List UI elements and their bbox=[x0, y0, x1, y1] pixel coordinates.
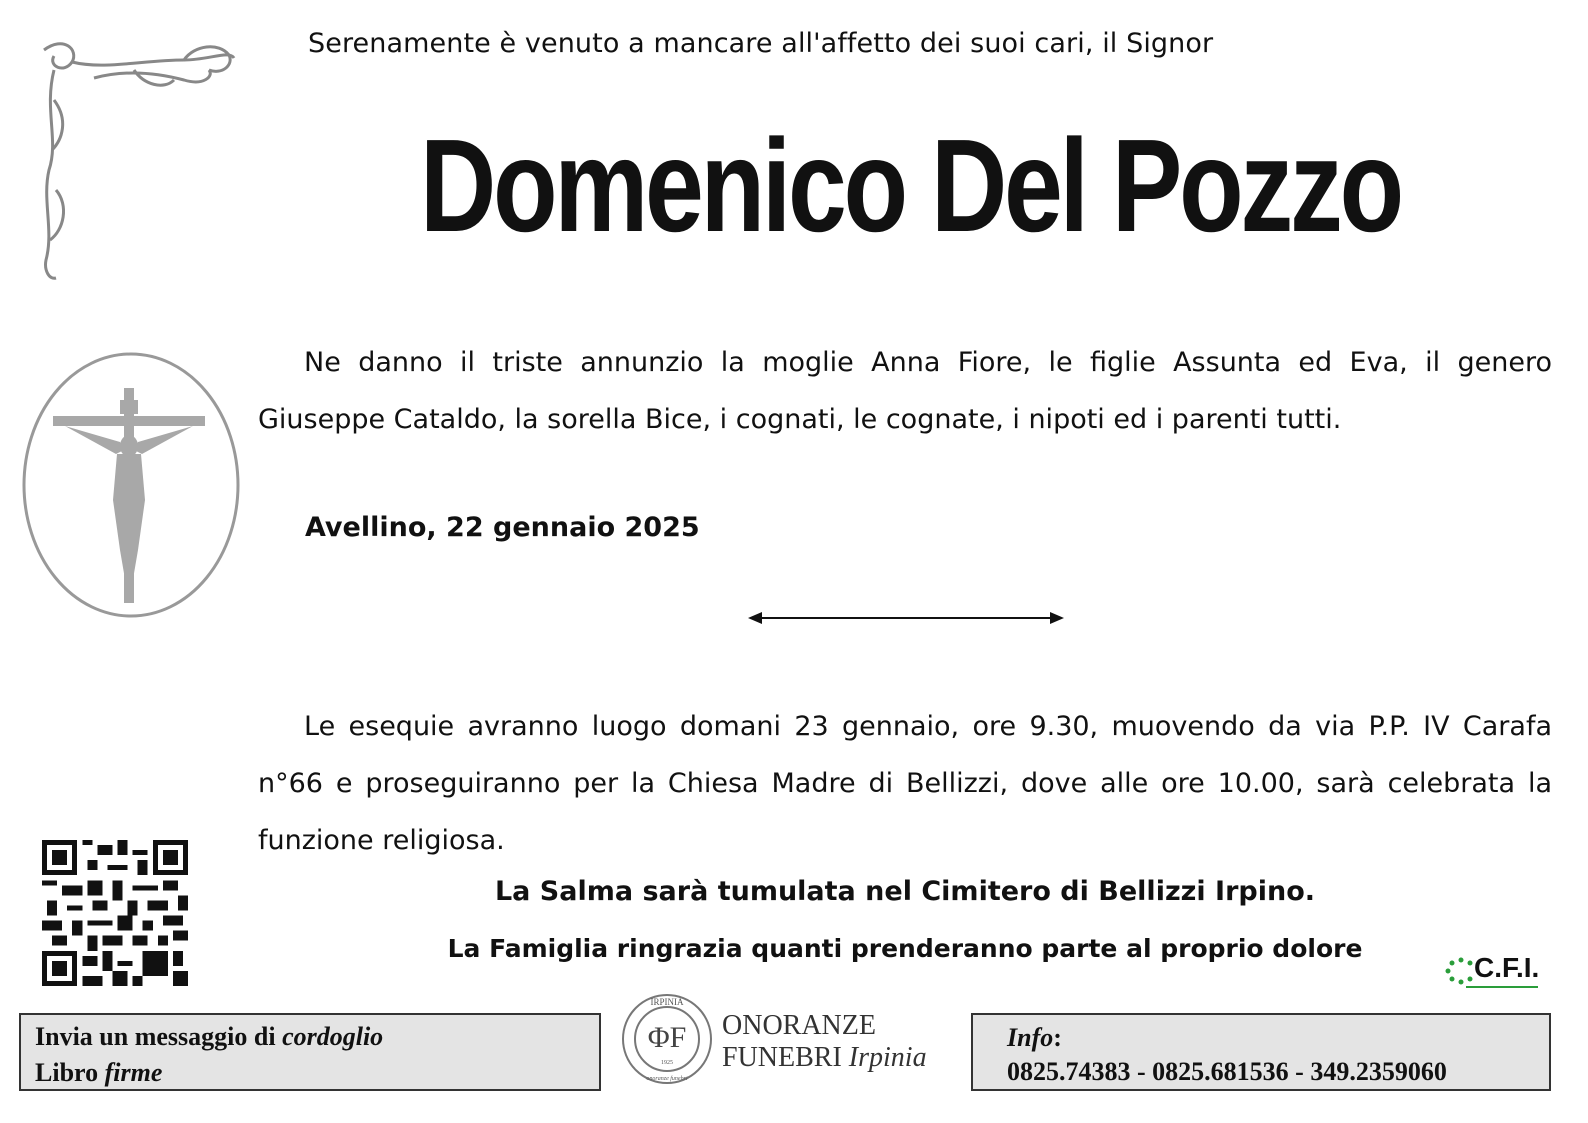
double-arrow-icon bbox=[748, 609, 1064, 627]
announcement-paragraph: Ne danno il triste annunzio la moglie Anna Fiore, le figlie Assunta ed Eva, il genero Giuseppe Cataldo, la sorella Bice, i cognati, le cognate, i nipoti ed i parenti tutti. bbox=[258, 347, 1552, 435]
place-date: Avellino, 22 gennaio 2025 bbox=[305, 512, 700, 543]
condolence-box[interactable] bbox=[19, 1013, 601, 1091]
brand-line1: ONORANZE bbox=[722, 1010, 876, 1041]
burial-text: La Salma sarà tumulata nel Cimitero di Bellizzi Irpino. bbox=[494, 876, 1316, 907]
brand-line2: FUNEBRI bbox=[722, 1042, 849, 1073]
condolence-link[interactable] bbox=[35, 1019, 585, 1055]
cfi-logo-icon bbox=[1444, 952, 1540, 996]
info-label: Info bbox=[1007, 1023, 1054, 1052]
funeral-home-brand bbox=[722, 1010, 927, 1074]
svg-text:ΦF: ΦF bbox=[647, 1021, 687, 1054]
logo-ring-text: IRPINIA bbox=[650, 997, 684, 1007]
intro-text: Serenamente è venuto a mancare all'affetto dei suoi cari, il Signor bbox=[308, 28, 1214, 59]
cfi-logo-text: C.F.I. bbox=[1474, 952, 1540, 983]
deceased-name: Domenico Del Pozzo bbox=[420, 112, 1401, 259]
condolence-label-italic: cordoglio bbox=[282, 1022, 384, 1051]
logo-year: 1925 bbox=[661, 1060, 673, 1066]
phone-numbers[interactable]: 0825.74383 - 0825.681536 - 349.2359060 bbox=[1007, 1057, 1447, 1086]
guestbook-label-italic: firme bbox=[104, 1058, 163, 1087]
qr-code-icon[interactable] bbox=[42, 840, 188, 986]
funeral-home-logo-icon bbox=[620, 992, 714, 1086]
condolence-label: Invia un messaggio di bbox=[35, 1022, 283, 1051]
info-box bbox=[971, 1013, 1551, 1091]
info-colon: : bbox=[1053, 1023, 1062, 1052]
brand-line2-italic: Irpinia bbox=[848, 1042, 927, 1073]
funeral-paragraph: Le esequie avranno luogo domani 23 gennaio, ore 9.30, muovendo da via P.P. IV Carafa n°66 e proseguiranno per la Chiesa Madre di Bellizzi, dove alle ore 10.00, sarà celebrata la funzione religiosa. bbox=[258, 711, 1552, 856]
thanks-text: La Famiglia ringrazia quanti prenderanno parte al proprio dolore bbox=[447, 934, 1363, 963]
guestbook-link[interactable] bbox=[35, 1055, 585, 1091]
crucifix-icon bbox=[20, 350, 242, 620]
corner-ornament-icon bbox=[34, 30, 240, 284]
guestbook-label: Libro bbox=[35, 1058, 105, 1087]
logo-bottom-text: onoranze funebri bbox=[646, 1076, 688, 1082]
